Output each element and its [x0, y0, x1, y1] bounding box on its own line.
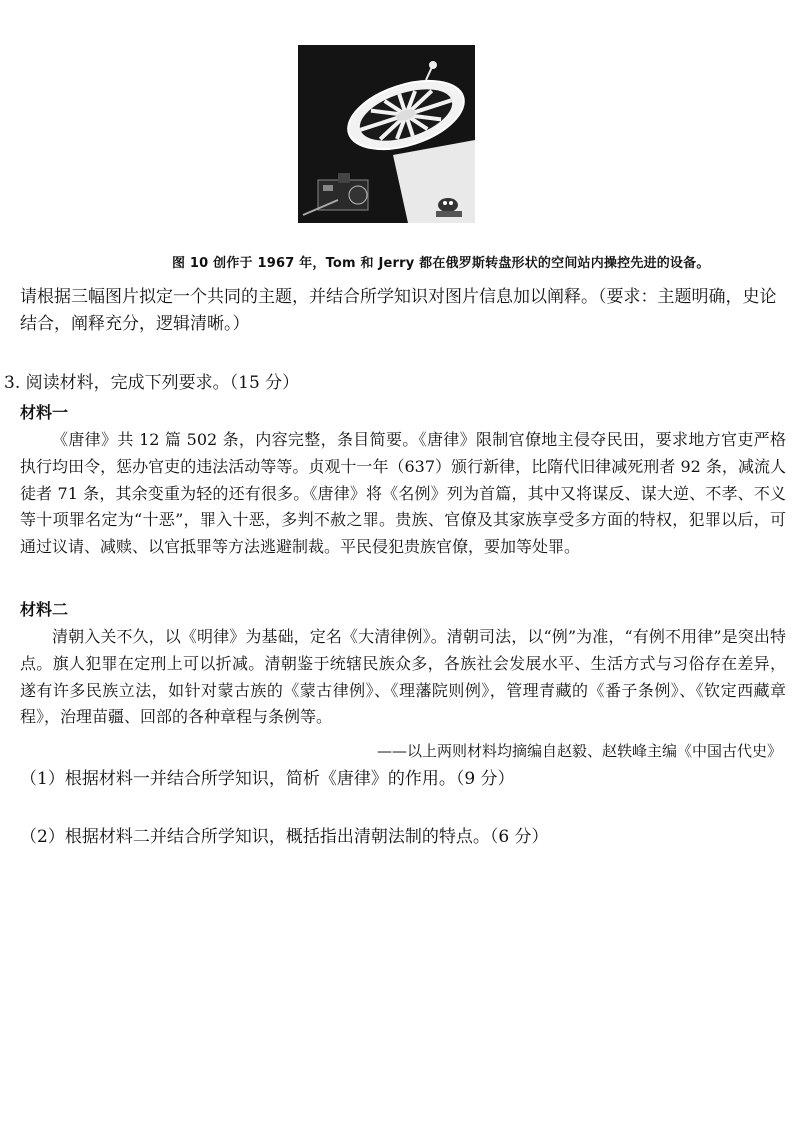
- material-source: ——以上两则材料均摘编自赵毅、赵轶峰主编《中国古代史》: [376, 742, 782, 760]
- material-2-label: 材料二: [20, 600, 69, 619]
- question-3-intro: 3. 阅读材料，完成下列要求。（15 分）: [4, 373, 300, 393]
- material-2-text: 清朝入关不久，以《明律》为基础，定名《大清律例》。清朝司法，以“例”为准，“有例不用律”是突出特点。旗人犯罪在定刑上可以折减。清朝鉴于统辖民族众多，各族社会发展水平、生活方式与习俗存在差异，遂有许多民族立法，如针对蒙古族的《蒙古律例》、《理藩院则例》，管理青藏的《番子条例》、《钦定西藏章程》，治理苗疆、回部的各种章程与条例等。: [20, 627, 786, 727]
- figure-caption: 图 10 创作于 1967 年，Tom 和 Jerry 都在俄罗斯转盘形状的空间站内操控先进的设备。: [172, 256, 710, 271]
- cartoon-illustration: [298, 45, 475, 223]
- sub-question-1: （1）根据材料一并结合所学知识，简析《唐律》的作用。（9 分）: [20, 769, 515, 789]
- material-1-text: 《唐律》共 12 篇 502 条，内容完整，条目简要。《唐律》限制官僚地主侵夺民田，要求地方官吏严格执行均田令，惩办官吏的违法活动等等。贞观十一年（637）颁行新律，比隋代旧律减死刑者 92 条，减流人徒者 71 条，其余变重为轻的还有很多。《唐律》将《名例》列为首篇，其中又将谋反、谋大逆、不孝、不义等十项罪名定为“十恶”，罪入十恶，多判不赦之罪。贵族、官僚及其家族享受多方面的特权，犯罪以后，可通过议请、减赎、以官抵罪等方法逃避制裁。平民侵犯贵族官僚，要加等处罪。: [20, 430, 786, 557]
- task-prompt: 请根据三幅图片拟定一个共同的主题，并结合所学知识对图片信息加以阐释。（要求：主题明确，史论结合，阐释充分，逻辑清晰。）: [20, 287, 777, 334]
- sub-question-2: （2）根据材料二并结合所学知识，概括指出清朝法制的特点。（6 分）: [20, 827, 549, 847]
- material-1-label: 材料一: [20, 403, 69, 422]
